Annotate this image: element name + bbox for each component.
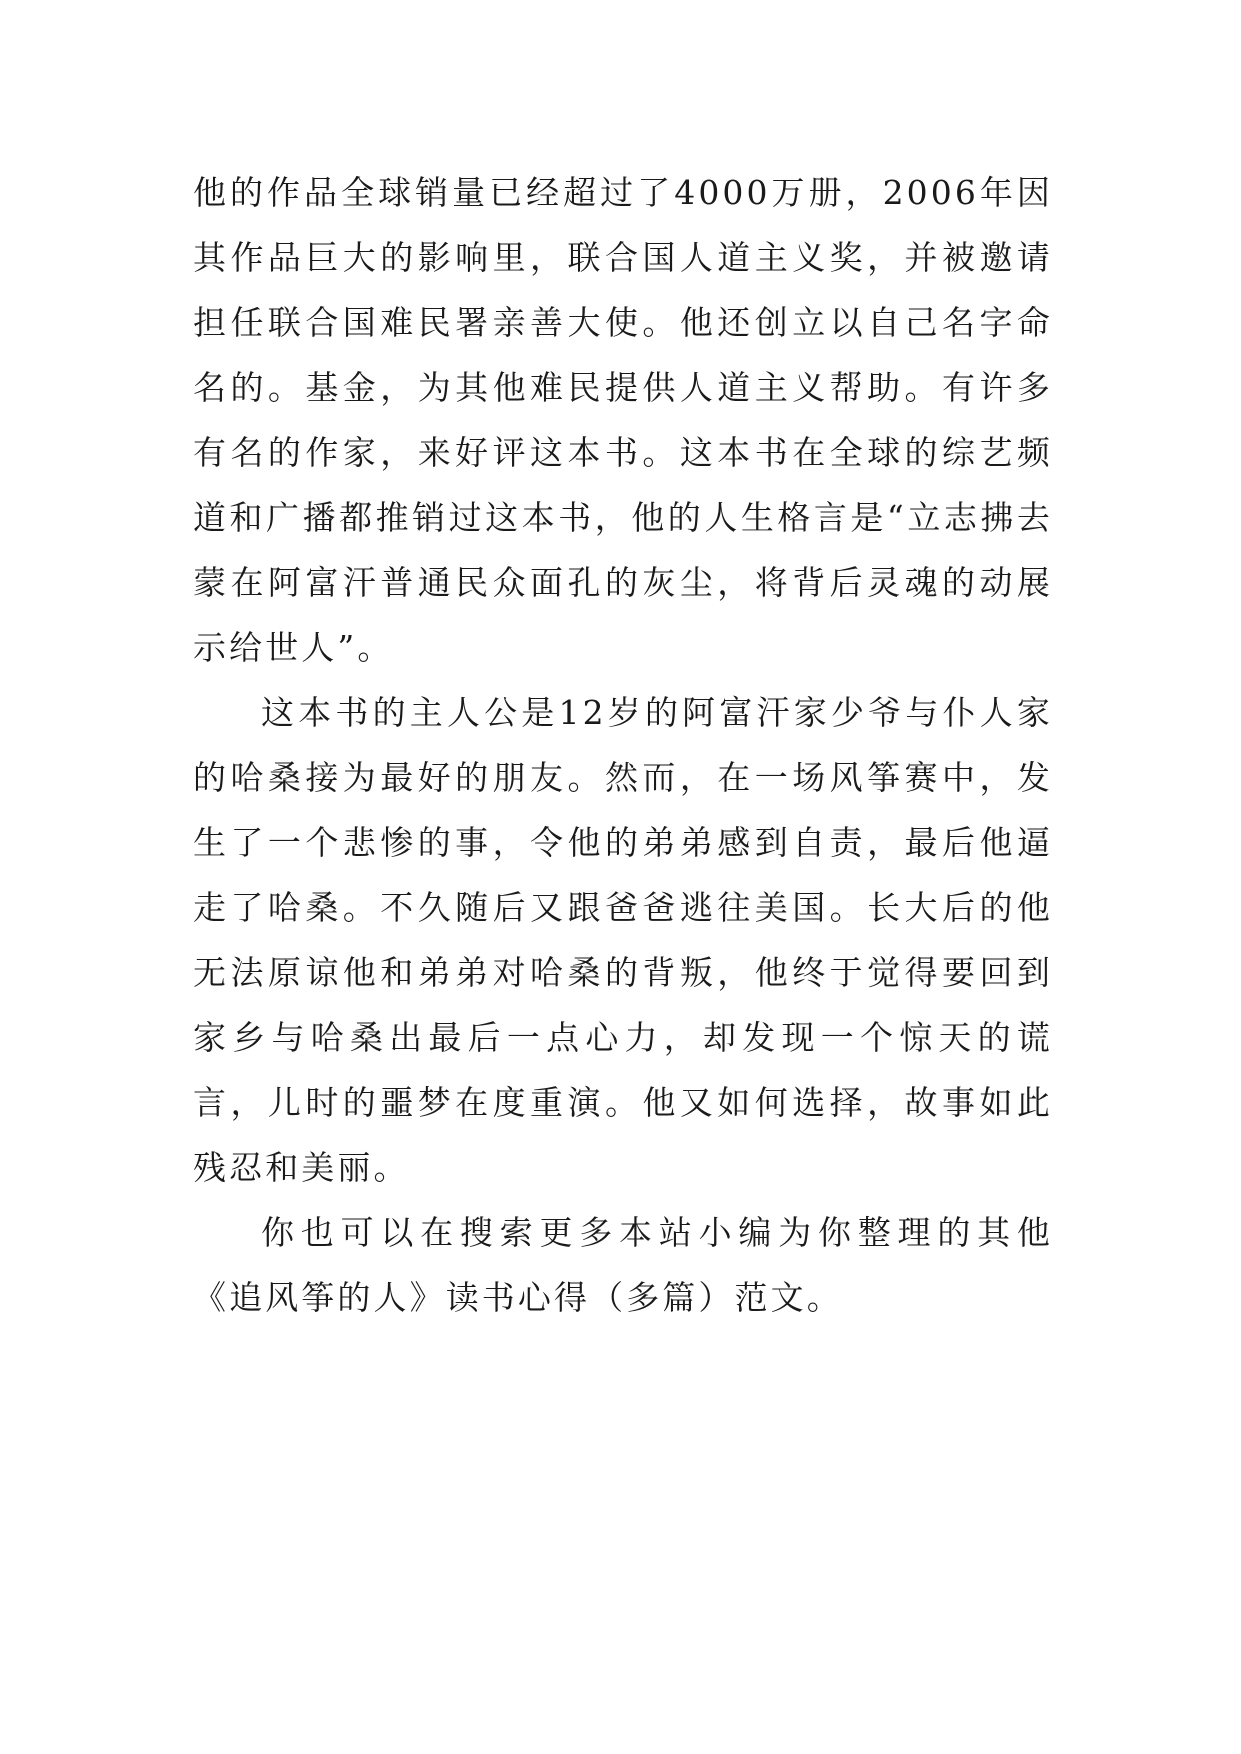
paragraph-plot-summary: 这本书的主人公是12岁的阿富汗家少爷与仆人家的哈桑接为最好的朋友。然而，在一场风筝赛中，发生了一个悲惨的事，令他的弟弟感到自责，最后他逼走了哈桑。不久随后又跟爸爸逃往美国。长大后的他无法原谅他和弟弟对哈桑的背叛，他终于觉得要回到家乡与哈桑出最后一点心力，却发现一个惊天的谎言，儿时的噩梦在度重演。他又如何选择，故事如此残忍和美丽。: [193, 693, 1053, 1187]
document-body: [193, 160, 1053, 1330]
paragraph-author-intro: 他的作品全球销量已经超过了4000万册，2006年因其作品巨大的影响里，联合国人道主义奖，并被邀请担任联合国难民署亲善大使。他还创立以自己名字命名的。基金，为其他难民提供人道主义帮助。有许多有名的作家，来好评这本书。这本书在全球的综艺频道和广播都推销过这本书，他的人生格言是“立志拂去蒙在阿富汗普通民众面孔的灰尘，将背后灵魂的动展示给世人”。: [193, 173, 1053, 667]
paragraph-closing-note: 你也可以在搜索更多本站小编为你整理的其他《追风筝的人》读书心得（多篇）范文。: [193, 1213, 1053, 1317]
